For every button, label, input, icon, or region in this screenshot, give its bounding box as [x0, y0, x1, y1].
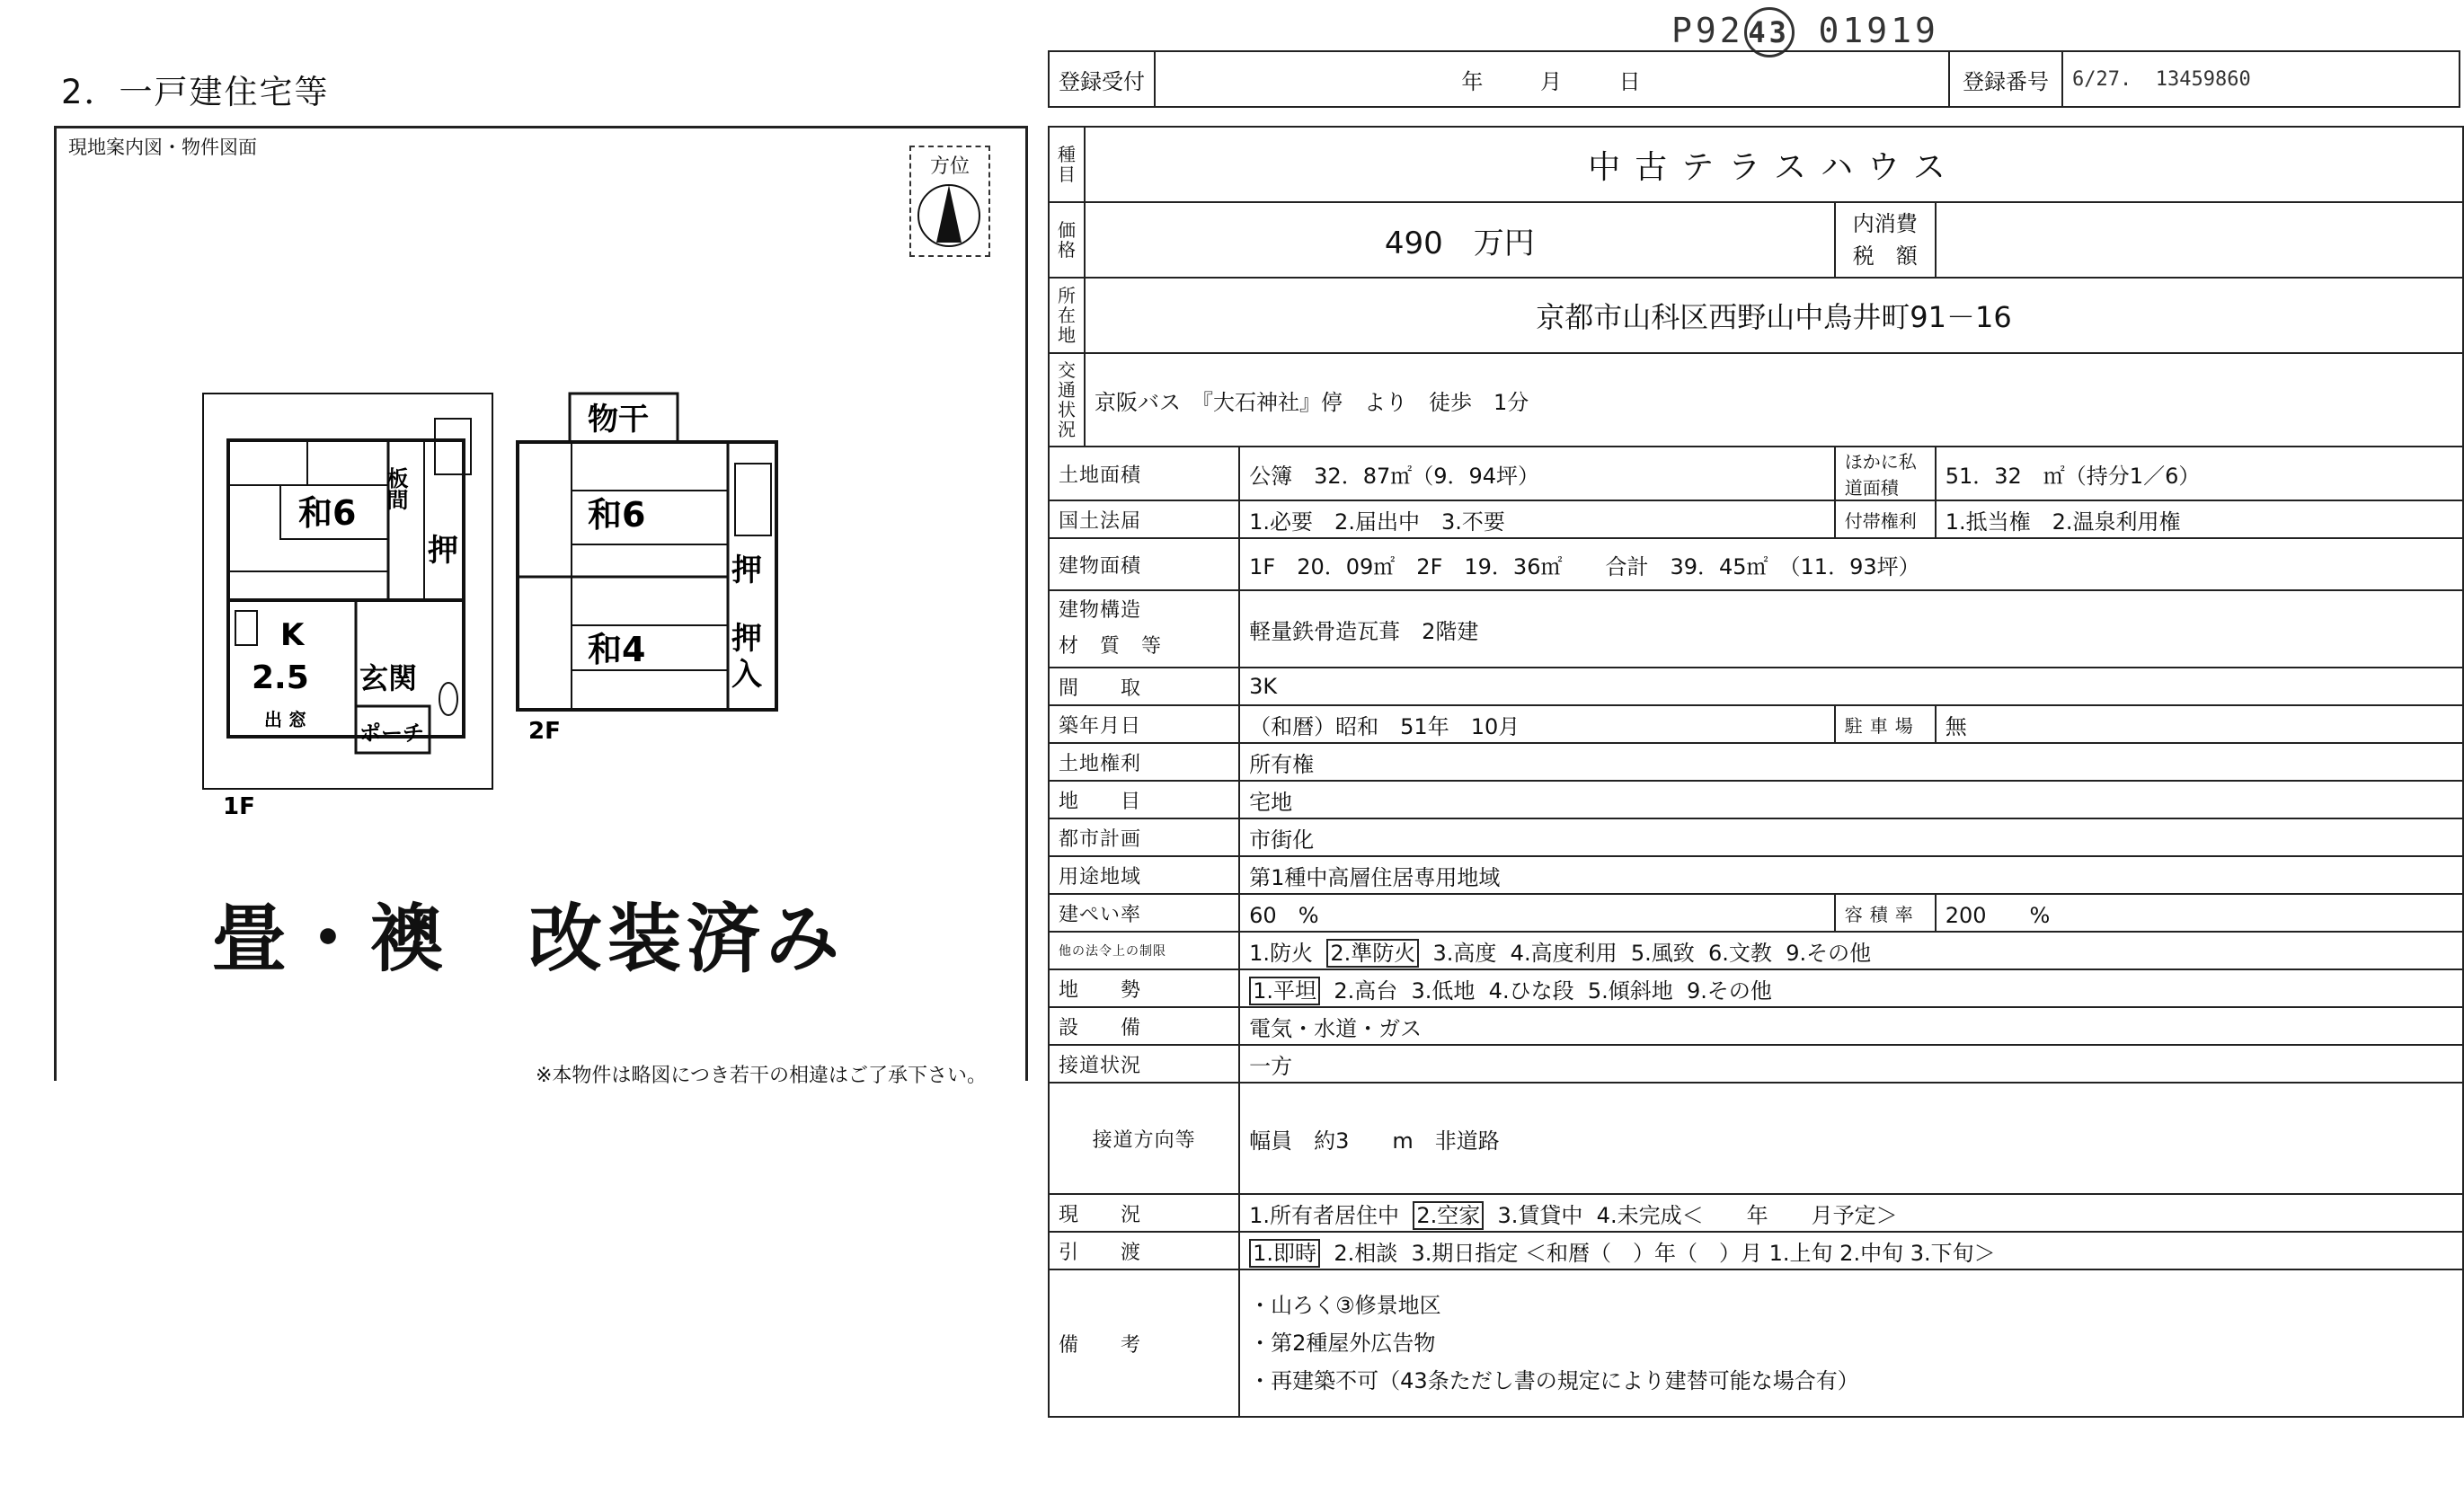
- tax-label-line2: 税 額: [1852, 243, 1918, 269]
- land-right-label: 土地権利: [1049, 743, 1239, 781]
- facilities-value: 電気・水道・ガス: [1239, 1007, 2463, 1045]
- transport-label: 交通状況: [1049, 353, 1085, 447]
- bcr-value: 60 %: [1239, 894, 1835, 932]
- 2f-oshiire-2-label: 入: [731, 657, 762, 693]
- land-area-label: 土地面積: [1049, 447, 1239, 500]
- structure-label-line2: 材 質 等: [1059, 635, 1163, 658]
- far-value: 200 %: [1936, 894, 2463, 932]
- registration-number-label: 登録番号: [1949, 51, 2062, 107]
- 1f-genkan-label: 玄関: [359, 661, 418, 695]
- disclaimer-footnote: ※本物件は略図につき若干の相違はご了承下さい。: [536, 1065, 987, 1087]
- rights-value: 1.抵当権 2.温泉利用権: [1936, 500, 2463, 538]
- structure-label: [1049, 590, 1239, 668]
- remark-2: ・第2種屋外広告物: [1249, 1331, 1436, 1356]
- property-type: 中古テラスハウス: [1085, 127, 2463, 202]
- reception-date: [1155, 51, 1949, 107]
- land-right-value: 所有権: [1239, 743, 2463, 781]
- handover-values: [1239, 1232, 2463, 1269]
- 1f-demado-label: 出 窓: [264, 709, 306, 730]
- 2f-label: 2F: [528, 718, 561, 745]
- location-value: 京都市山科区西野山中鳥井町91－16: [1085, 278, 2463, 353]
- bcr-label: 建ぺい率: [1049, 894, 1239, 932]
- status-3: 3.賃貸中: [1497, 1202, 1583, 1228]
- 1f-porch-label: ポーチ: [359, 721, 424, 746]
- other-law-3: 3.高度: [1432, 940, 1497, 966]
- 1f-kitchen-k-label: K: [280, 617, 305, 653]
- 1f-label: 1F: [223, 793, 255, 820]
- parking-value: 無: [1936, 705, 2463, 743]
- other-law-label: 他の法令上の制限: [1049, 932, 1239, 969]
- month-label: 月: [1540, 68, 1564, 94]
- 1f-itama-label: 板間: [383, 467, 408, 510]
- handover-3: 3.期日指定 ＜和暦（ ）年（ ）月 1.上旬 2.中旬 3.下旬＞: [1411, 1240, 1996, 1266]
- handwritten-date: 6/27.: [2072, 67, 2132, 91]
- other-law-2-selected: 2.準防火: [1326, 939, 1419, 968]
- terrain-5: 5.傾斜地: [1587, 977, 1673, 1004]
- kokudo-value: 1.必要 2.届出中 3.不要: [1239, 500, 1835, 538]
- location-label: 所在地: [1049, 278, 1085, 353]
- city-plan-value: 市街化: [1239, 818, 2463, 856]
- day-label: 日: [1618, 68, 1643, 94]
- terrain-2: 2.高台: [1334, 977, 1398, 1004]
- facilities-label: 設 備: [1049, 1007, 1239, 1045]
- other-law-1: 1.防火: [1249, 940, 1314, 966]
- road-value: 一方: [1239, 1045, 2463, 1083]
- handover-1-selected: 1.即時: [1249, 1239, 1320, 1268]
- type-label: 種目: [1049, 127, 1085, 202]
- private-road-value: 51．32 ㎡（持分1／6）: [1936, 447, 2463, 500]
- chimoku-label: 地 目: [1049, 781, 1239, 818]
- 2f-monohoshi-label: 物干: [588, 402, 649, 438]
- price-label: 価格: [1049, 202, 1085, 278]
- other-law-9: 9.その他: [1786, 940, 1872, 966]
- 2f-room6-label: 和6: [588, 495, 646, 535]
- private-road-label: ほかに私道面積: [1835, 447, 1936, 500]
- 2f-room4-label: 和4: [588, 630, 646, 669]
- handwritten-number: 13459860: [2155, 67, 2251, 91]
- section-title: 2．一戸建住宅等: [61, 73, 330, 111]
- year-label: 年: [1461, 68, 1485, 94]
- layout-value: 3K: [1239, 668, 2463, 705]
- north-arrow-icon: [915, 180, 985, 252]
- built-label: 築年月日: [1049, 705, 1239, 743]
- other-law-5: 5.風致: [1630, 940, 1695, 966]
- 2f-oshiire-1-label: 押: [731, 621, 762, 657]
- handover-label: 引 渡: [1049, 1232, 1239, 1269]
- road-direction-value: 幅員 約3 m 非道路: [1239, 1083, 2463, 1194]
- map-label: 現地案内図・物件図面: [68, 137, 257, 158]
- building-area-label: 建物面積: [1049, 538, 1239, 590]
- remarks-values: [1239, 1269, 2463, 1417]
- terrain-values: [1239, 969, 2463, 1007]
- zoning-label: 用途地域: [1049, 856, 1239, 894]
- rights-label: 付帯権利: [1835, 500, 1936, 538]
- road-label: 接道状況: [1049, 1045, 1239, 1083]
- tax-label: [1835, 202, 1936, 278]
- renovation-banner: 畳・襖 改装済み: [212, 897, 846, 982]
- handwritten-circled-number: 43: [1744, 7, 1795, 57]
- property-details-table: [1048, 126, 2464, 1418]
- terrain-1-selected: 1.平坦: [1249, 977, 1320, 1005]
- compass: [909, 146, 990, 257]
- transport-value: 京阪バス 『大石神社』停 より 徒歩 1分: [1085, 353, 2463, 447]
- built-value: （和暦）昭和 51年 10月: [1239, 705, 1835, 743]
- handwritten-prefix: P92: [1671, 11, 1744, 50]
- registration-header: [1048, 50, 2460, 108]
- status-2-selected: 2.空家: [1413, 1201, 1484, 1230]
- terrain-4: 4.ひな段: [1488, 977, 1574, 1004]
- remark-1: ・山ろく③修景地区: [1249, 1293, 1441, 1318]
- registration-number: [2062, 51, 2460, 107]
- 1f-washitsu-label: 和6: [298, 493, 357, 533]
- kokudo-label: 国土法届: [1049, 500, 1239, 538]
- tax-value: [1936, 202, 2463, 278]
- layout-label: 間 取: [1049, 668, 1239, 705]
- status-label: 現 況: [1049, 1194, 1239, 1232]
- remarks-label: 備 考: [1049, 1269, 1239, 1417]
- floor-plan-drawing: [201, 392, 812, 823]
- remark-3: ・再建築不可（43条ただし書の規定により建替可能な場合有）: [1249, 1368, 1859, 1393]
- 1f-kitchen-size-label: 2.5: [252, 659, 309, 696]
- parking-label: 駐車場: [1835, 705, 1936, 743]
- status-1: 1.所有者居住中: [1249, 1202, 1400, 1228]
- terrain-9: 9.その他: [1687, 977, 1772, 1004]
- far-label: 容積率: [1835, 894, 1936, 932]
- other-law-values: [1239, 932, 2463, 969]
- 1f-oshi-label: 押: [428, 533, 458, 569]
- structure-label-line1: 建物構造: [1059, 599, 1142, 622]
- terrain-3: 3.低地: [1411, 977, 1476, 1004]
- zoning-value: 第1種中高層住居専用地域: [1239, 856, 2463, 894]
- tax-label-line1: 内消費: [1852, 211, 1918, 236]
- land-area-value: 公簿 32．87㎡（9．94坪）: [1239, 447, 1835, 500]
- other-law-4: 4.高度利用: [1510, 940, 1618, 966]
- handwritten-suffix: 01919: [1818, 11, 1939, 50]
- status-4: 4.未完成＜ 年 月予定＞: [1596, 1202, 1898, 1228]
- building-area-value: 1F 20．09㎡ 2F 19．36㎡ 合計 39．45㎡ （11．93坪）: [1239, 538, 2463, 590]
- 2f-oshi-label: 押: [731, 553, 762, 588]
- floor-plan: [201, 392, 812, 827]
- other-law-6: 6.文教: [1708, 940, 1772, 966]
- terrain-label: 地 勢: [1049, 969, 1239, 1007]
- status-values: [1239, 1194, 2463, 1232]
- structure-value: 軽量鉄骨造瓦葺 2階建: [1239, 590, 2463, 668]
- city-plan-label: 都市計画: [1049, 818, 1239, 856]
- handover-2: 2.相談: [1334, 1240, 1398, 1266]
- price-value: 490 万円: [1085, 202, 1835, 278]
- compass-label: 方位: [929, 155, 970, 178]
- road-direction-label: 接道方向等: [1049, 1083, 1239, 1194]
- reception-label: 登録受付: [1049, 51, 1155, 107]
- chimoku-value: 宅地: [1239, 781, 2463, 818]
